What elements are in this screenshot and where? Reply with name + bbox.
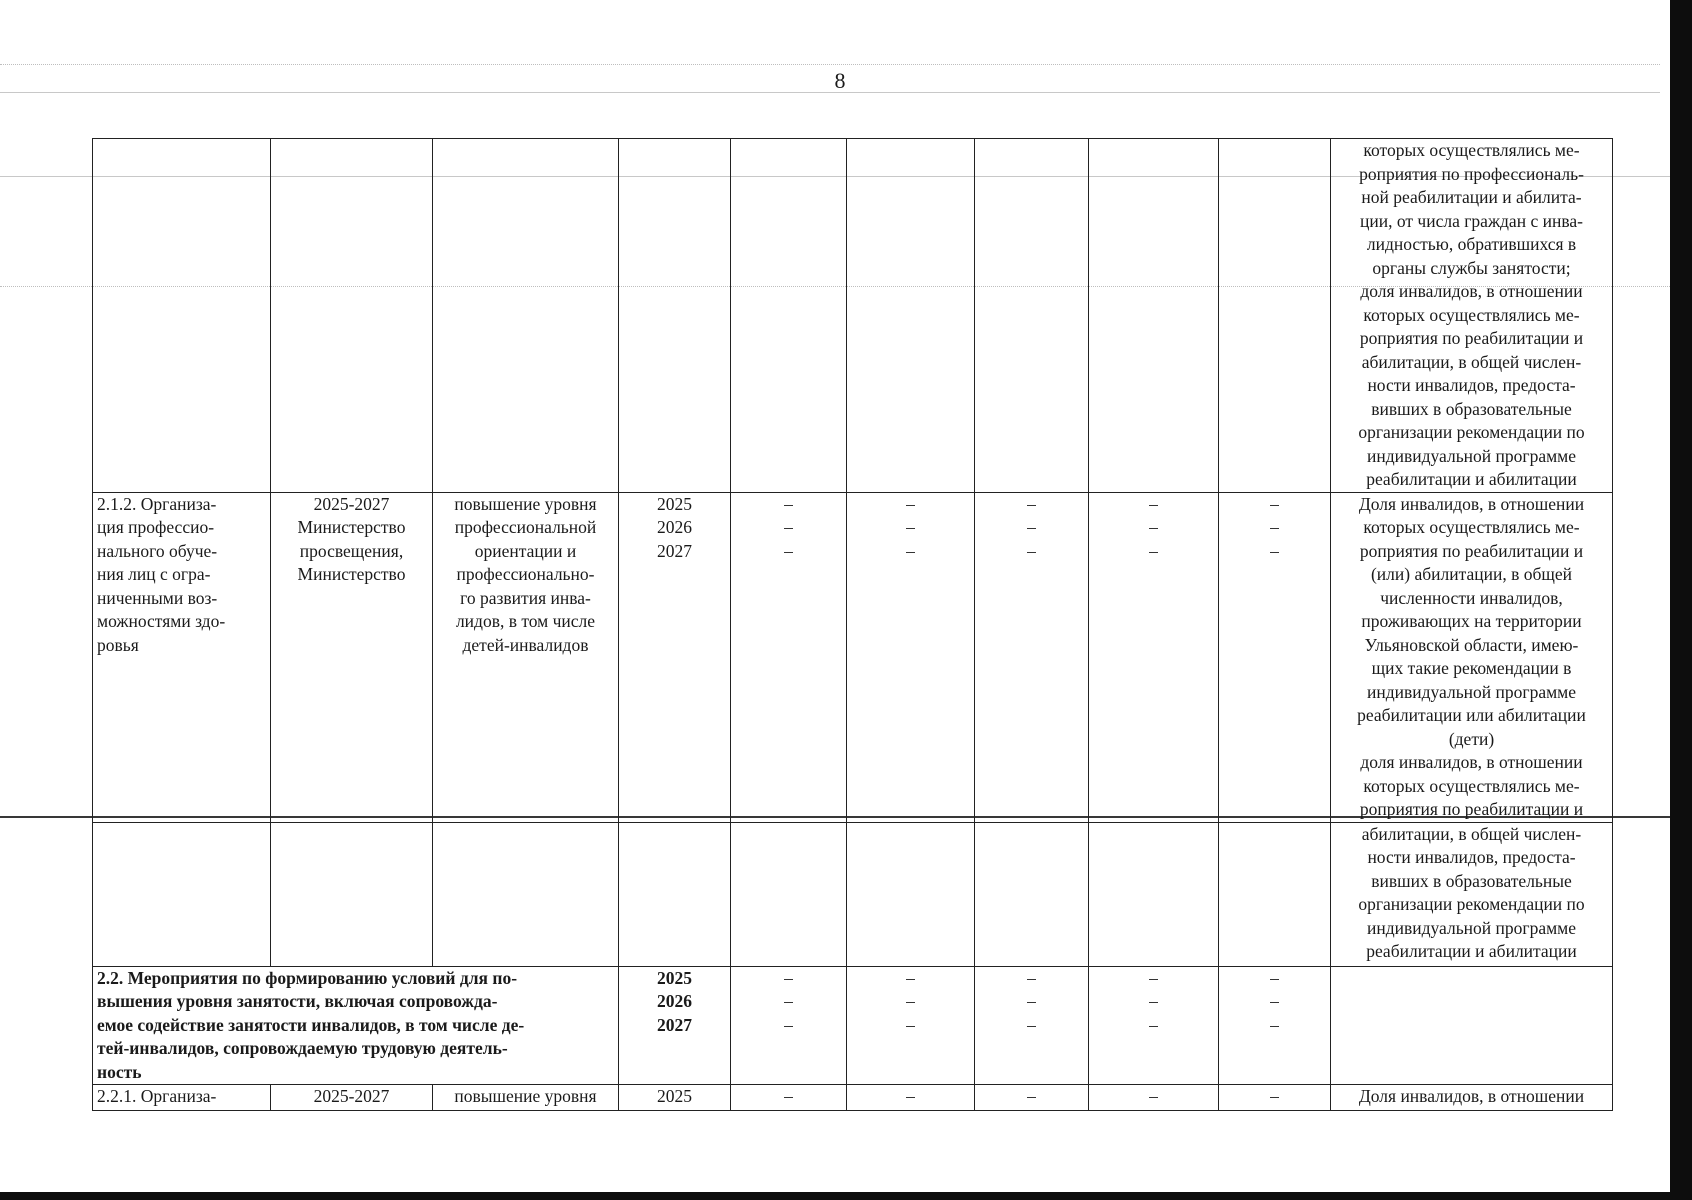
cell-years: 2025	[619, 1085, 731, 1111]
cell-indicator: абилитации, в общей числен- ности инвалидов, предоста- вивших в образовательные организации рекомендации по индивидуальной программе реабилитации и абилитации	[1331, 822, 1613, 966]
cell-executor: 2025-2027	[271, 1085, 433, 1111]
table-row	[93, 1085, 1613, 1111]
program-table	[92, 138, 1613, 1111]
cell-fin-5	[1219, 822, 1331, 966]
cell-fin-5: – – –	[1219, 492, 1331, 822]
cell-indicator	[1331, 966, 1613, 1085]
cell-result	[433, 822, 619, 966]
scan-edge-right	[1670, 0, 1692, 1200]
cell-fin-5: –	[1219, 1085, 1331, 1111]
cell-result: повышение уровня	[433, 1085, 619, 1111]
cell-fin-4: –	[1089, 1085, 1219, 1111]
cell-fin-1: – – –	[731, 492, 847, 822]
table-row	[93, 966, 1613, 1085]
scan-artifact-line	[0, 64, 1660, 65]
cell-years: 2025 2026 2027	[619, 492, 731, 822]
cell-fin-1: –	[731, 1085, 847, 1111]
cell-fin-2: – – –	[847, 492, 975, 822]
cell-fin-3	[975, 822, 1089, 966]
cell-years: 2025 2026 2027	[619, 966, 731, 1085]
scan-edge-bottom	[0, 1192, 1692, 1200]
cell-fin-2	[847, 822, 975, 966]
table-row	[93, 139, 1613, 493]
cell-fin-3	[975, 139, 1089, 493]
cell-result: повышение уровня профессиональной ориентации и профессионально- го развития инва- лидов, в том числе детей-инвалидов	[433, 492, 619, 822]
table-row	[93, 822, 1613, 966]
cell-years	[619, 139, 731, 493]
cell-fin-5	[1219, 139, 1331, 493]
cell-fin-1	[731, 822, 847, 966]
cell-name: 2.1.2. Организа- ция профессио- нального обуче- ния лиц с огра- ниченными воз- можностями здо- ровья	[93, 492, 271, 822]
page-number: 8	[834, 68, 846, 93]
cell-name	[93, 822, 271, 966]
cell-indicator: Доля инвалидов, в отношении	[1331, 1085, 1613, 1111]
cell-fin-2: –	[847, 1085, 975, 1111]
cell-fin-3: – – –	[975, 966, 1089, 1085]
cell-name: 2.2.1. Организа-	[93, 1085, 271, 1111]
cell-fin-5: – – –	[1219, 966, 1331, 1085]
cell-fin-1	[731, 139, 847, 493]
cell-fin-4	[1089, 139, 1219, 493]
cell-fin-4	[1089, 822, 1219, 966]
cell-executor	[271, 139, 433, 493]
cell-result	[433, 139, 619, 493]
cell-fin-2	[847, 139, 975, 493]
table-row	[93, 492, 1613, 822]
cell-fin-3: – – –	[975, 492, 1089, 822]
cell-fin-4: – – –	[1089, 966, 1219, 1085]
cell-fin-1: – – –	[731, 966, 847, 1085]
cell-indicator: Доля инвалидов, в отношении которых осуществлялись ме- роприятия по реабилитации и (или) абилитации, в общей численности инвалидов, проживающих на территории Ульяновской области, имею- щих такие рекомендации в индивидуальной программе реабилитации или абилитации (дети) доля инвалидов, в отношении которых осуществлялись ме- роприятия по реабилитации и	[1331, 492, 1613, 822]
cell-fin-4: – – –	[1089, 492, 1219, 822]
cell-executor	[271, 822, 433, 966]
section-heading: 2.2. Мероприятия по формированию условий для по- вышения уровня занятости, включая сопровожда- емое содействие занятости инвалидов, в том числе де- тей-инвалидов, сопровождаемую трудовую деятель- ность	[93, 966, 619, 1085]
cell-fin-2: – – –	[847, 966, 975, 1085]
cell-indicator: которых осуществлялись ме- роприятия по профессиональ- ной реабилитации и абилита- ции, от числа граждан с инва- лидностью, обратившихся в органы службы занятости; доля инвалидов, в отношении которых осуществлялись ме- роприятия по реабилитации и абилитации, в общей числен- ности инвалидов, предоста- вивших в образовательные организации рекомендации по индивидуальной программе реабилитации и абилитации	[1331, 139, 1613, 493]
cell-years	[619, 822, 731, 966]
cell-executor: 2025-2027 Министерство просвещения, Министерство	[271, 492, 433, 822]
cell-name	[93, 139, 271, 493]
cell-fin-3: –	[975, 1085, 1089, 1111]
